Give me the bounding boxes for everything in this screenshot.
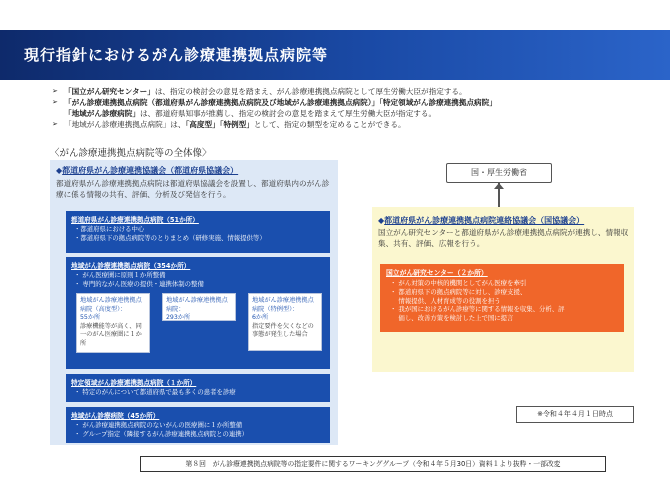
regional-special-type-box: 地域がん診療連携拠点病院（特例型）： 6か所 指定要件を欠くなどの事態が発生した場合 (248, 293, 322, 351)
bullet-item: ➢ 「地域がん診療連携拠点病院」は、「高度型」「特例型」として、指定の類型を定めることができる。 (52, 120, 406, 129)
date-note: ※令和４年４月１日時点 (516, 406, 634, 423)
section-title: 〈がん診療連携拠点病院等の全体像〉 (50, 148, 212, 159)
ncc-block: 国立がん研究センター（２か所） ・ がん対策の中核的機関としてがん医療を牽引 ・ 都道府県下の拠点病院等に対し、診療支援、 情報提供、人材育成等の役割を担う ・ 我が国におけるがん診療等に関する情報を収集、分析、評 価し、改善方策を検討した上で国に提言 (380, 264, 624, 332)
source-citation: 第８回 がん診療連携拠点病院等の指定要件に関するワーキンググループ（令和４年５月30日）資料１より抜粋・一部改変 (140, 456, 606, 472)
diamond-icon: ◆ (378, 216, 385, 225)
top-margin (0, 0, 670, 30)
bullet-item: ➢ 「国立がん研究センター」は、指定の検討会の意見を踏まえ、がん診療連携拠点病院として厚生労働大臣が指定する。 (52, 87, 467, 96)
regional-standard-type-box: 地域がん診療連携拠点病院： 293か所 (162, 293, 236, 321)
ministry-box: 国・厚生労働省 (446, 163, 552, 183)
prefectural-hospital-block: 都道府県がん診療連携拠点病院（51か所） ・都道府県における中心 ・都道府県下の拠点病院等のとりまとめ（研修実施、情報提供等） (66, 211, 330, 253)
arrow-bullet-icon: ➢ (52, 98, 58, 106)
intro-bullets (52, 86, 662, 130)
bullet-item: ➢ 「がん診療連携拠点病院（都道府県がん診療連携拠点病院及び地域がん診療連携拠点病院）」「特定領域がん診療連携拠点病院」 (52, 98, 497, 107)
regional-advanced-type-box: 地域がん診療連携拠点病院（高度型）： 55か所 診療機能等が高く、同一のがん医療圏に１か所 (76, 293, 150, 353)
arrow-up-icon (494, 183, 504, 189)
arrow-bullet-icon: ➢ (52, 87, 58, 95)
page-title: 現行指針におけるがん診療連携拠点病院等 (24, 46, 329, 64)
prefectural-council-heading: ◆都道府県がん診療連携協議会（都道府県協議会） (56, 166, 239, 175)
specific-field-hospital-block: 特定領域がん診療連携拠点病院（１か所） ・ 特定のがんについて都道府県で最も多くの患者を診療 (66, 374, 330, 402)
national-council-description: 国立がん研究センターと都道府県がん診療連携拠点病院が連携し、情報収集、共有、評価、広報を行う。 (378, 228, 629, 248)
diamond-icon: ◆ (56, 166, 63, 175)
regional-cancer-hospital-block: 地域がん診療病院（45か所） ・ がん診療連携拠点病院のないがんの医療圏に１か所整備 ・ グループ指定（隣接するがん診療連携拠点病院との連携） (66, 407, 330, 443)
bullet-continuation: 「地域がん診療病院」は、都道府県知事が推薦し、指定の検討会の意見を踏まえて厚生労働大臣が指定する。 (64, 109, 437, 118)
regional-hospital-block: 地域がん診療連携拠点病院（354か所） ・ がん医療圏に原則１か所整備 ・ 専門的ながん医療の提供・連携体制の整備 (66, 257, 330, 369)
national-council-heading: ◆都道府県がん診療連携拠点病院連絡協議会（国協議会） (378, 216, 585, 225)
arrow-bullet-icon: ➢ (52, 120, 58, 128)
slide-header (0, 30, 670, 80)
prefectural-council-description: 都道府県がん診療連携拠点病院は都道府県協議会を設置し、都道府県内のがん診療に係る情報の共有、評価、分析及び発信を行う。 (56, 179, 330, 199)
